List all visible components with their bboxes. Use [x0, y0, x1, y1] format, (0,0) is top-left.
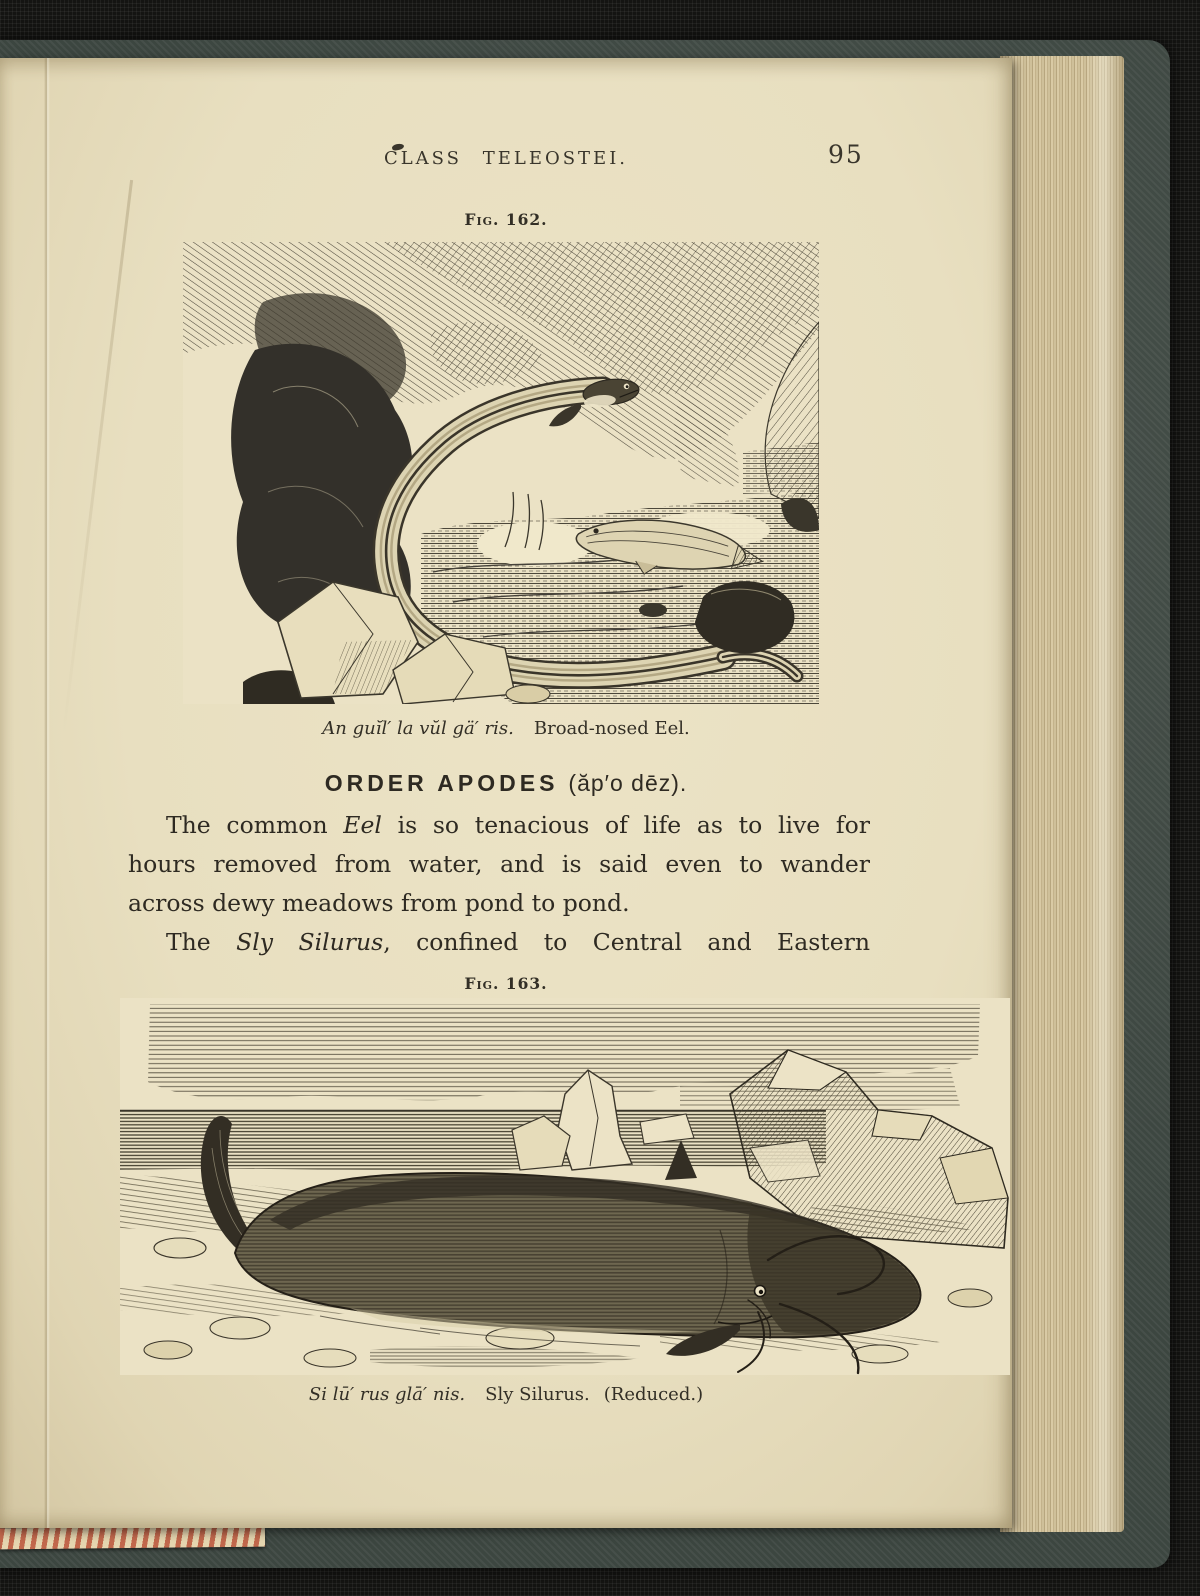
figure-163-illustration — [120, 998, 1010, 1375]
figure-162-illustration — [183, 242, 819, 704]
body-text-run: The common — [166, 811, 344, 839]
book-page — [0, 58, 1012, 1528]
order-heading-text: ORDER APODES — [324, 770, 559, 796]
running-head: CLASS TELEOSTEI. — [383, 148, 629, 169]
endband-cloth — [0, 1526, 265, 1550]
body-text-italic: Eel — [343, 811, 382, 839]
caption-note: (Reduced.) — [603, 1384, 704, 1405]
body-line — [128, 923, 870, 962]
figure-163-caption — [0, 1384, 1012, 1405]
caption-latin-name: An guĭl′ la vŭl gä′ ris. — [322, 718, 514, 739]
body-text-italic: Sly Silurus — [236, 928, 384, 956]
body-text-run: across dewy meadows from pond to pond. — [128, 889, 630, 917]
caption-common-name: Broad-nosed Eel. — [533, 718, 690, 739]
page-fore-edge-stack — [1000, 56, 1124, 1532]
body-line — [128, 806, 870, 845]
figure-163-label: Fig. 163. — [464, 974, 548, 993]
figure-162-label: Fig. 162. — [464, 210, 548, 229]
order-heading-pronunciation: (ăp′o dēz). — [568, 770, 688, 796]
order-heading — [0, 770, 1012, 797]
figure-162-caption — [0, 718, 1012, 739]
body-line — [128, 884, 870, 923]
body-text — [128, 806, 870, 962]
page-fold-crease — [62, 180, 133, 736]
body-text-run: , confined to Central and Eastern — [383, 928, 870, 956]
caption-latin-name: Si lū′ rus glā′ nis. — [308, 1384, 466, 1405]
body-text-run: is so tenacious of life as to live for — [381, 811, 870, 839]
body-line — [128, 845, 870, 884]
page-number: 95 — [828, 140, 864, 169]
eel-engraving — [183, 242, 819, 704]
body-text-run: hours removed from water, and is said even to wander — [128, 850, 870, 878]
body-text-run: The — [166, 928, 237, 956]
silurus-engraving — [120, 998, 1010, 1375]
caption-common-name: Sly Silurus. — [485, 1384, 590, 1405]
